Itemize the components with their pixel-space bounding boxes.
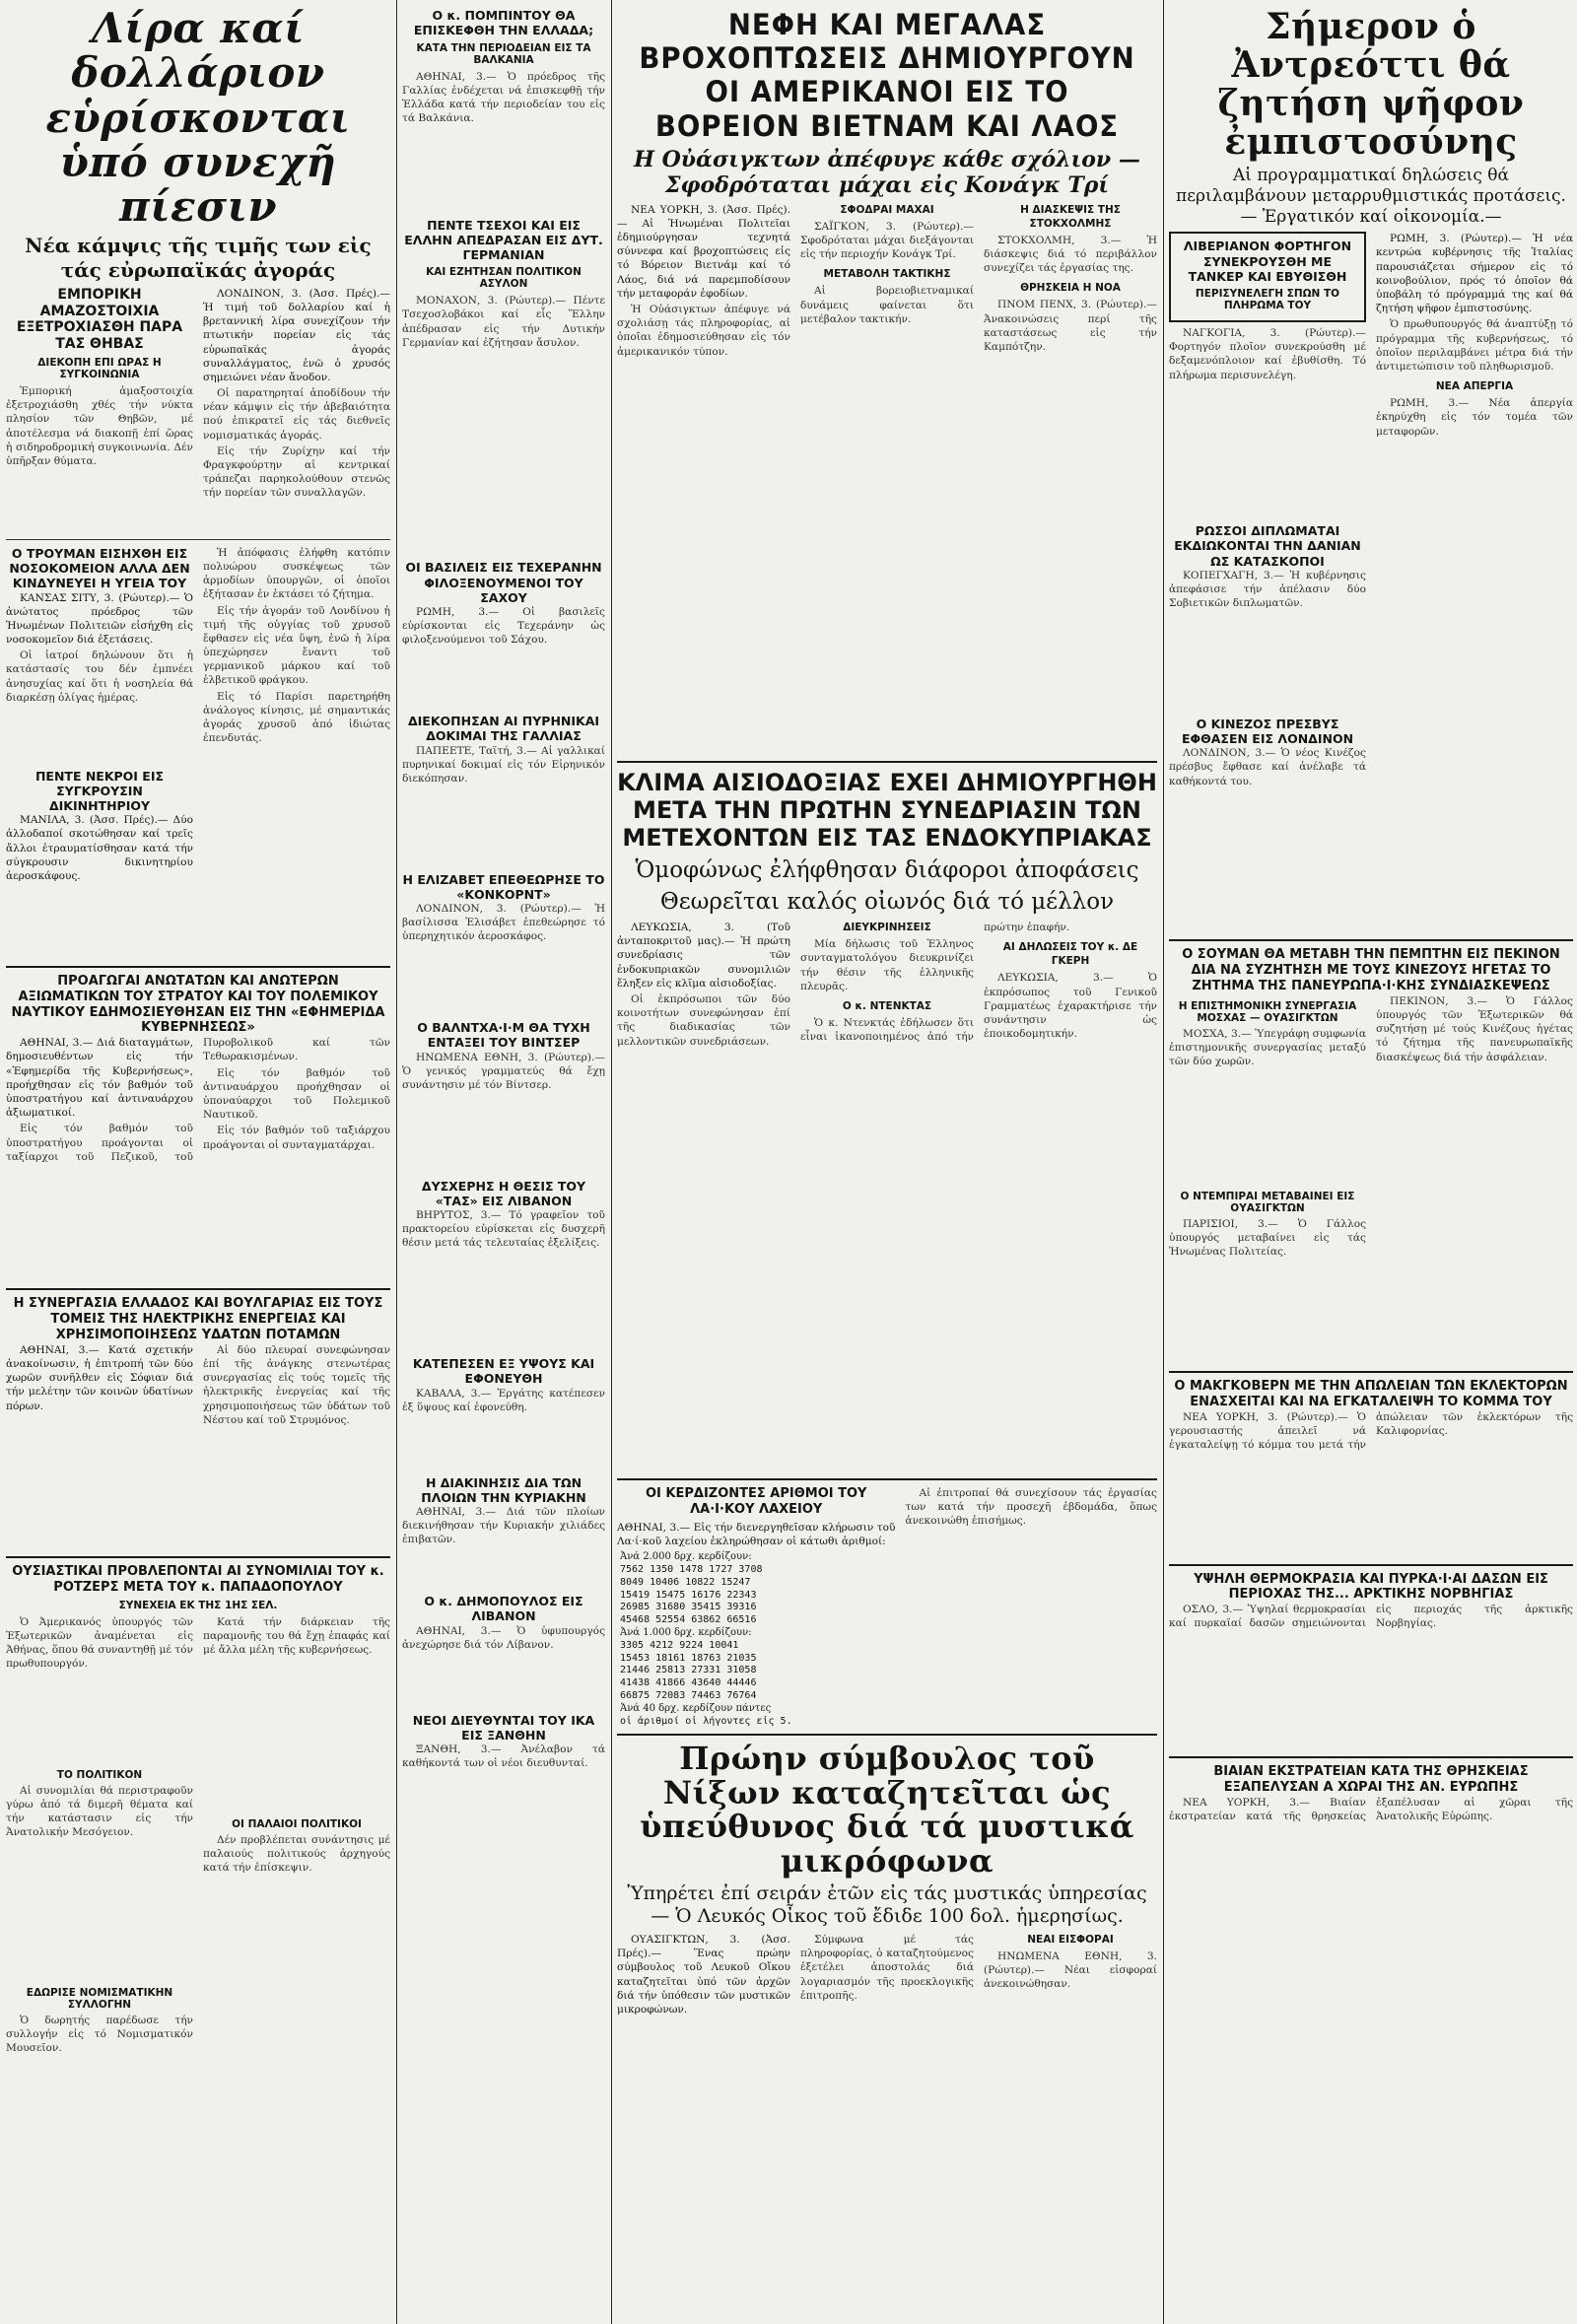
- lottery-numbers: 26985 31680 35415 39316: [620, 1602, 757, 1613]
- lottery-row-numbers: [617, 1716, 895, 1729]
- lottery-row-numbers: [617, 1602, 895, 1614]
- filler-text: Αἱ ἐπιτροπαί θά συνεχίσουν τάς ἐργασίας των κατά τήν προσεχῆ ἑβδομάδα, ὅπως ἀνεκοινώθη ἐπισήμως.: [905, 1487, 1157, 1528]
- filler-text: ΝΕΑ ΥΟΡΚΗ, 3. (Ρώυτερ).— Ὁ γερουσιαστής ἀπειλεῖ νά ἐγκαταλείψῃ τό κόμμα του μετά τήν ἀπώλειαν τῶν ἐκλεκτόρων τῆς Καλιφορνίας.: [1169, 1410, 1573, 1451]
- filler-text: ΚΟΠΕΓΧΑΓΗ, 3.— Ἡ κυβέρνησις ἀπεφάσισε τήν ἀπέλασιν δύο Σοβιετικῶν διπλωματῶν.: [1169, 569, 1366, 610]
- story-crash-dateline: ΜΑΝΙΛΑ, 3. (Ἀσσ. Πρές).— Δύο ἀλλοδαποί σκοτώθησαν καί τρεῖς ἄλλοι ἐτραυματίσθησαν κατά τήν σύγκρουσιν δικινητηρίου ἀεροσκάφους.: [6, 814, 193, 883]
- story-rogers-sub-collection: ΕΔΩΡΙΣΕ ΝΟΜΙΣΜΑΤΙΚΗΝ ΣΥΛΛΟΓΗΝ: [26, 1986, 173, 2011]
- story-train-kicker: ΔΙΕΚΟΠΗ ΕΠΙ ΩΡΑΣ Η ΣΥΓΚΟΙΝΩΝΙΑ: [37, 356, 162, 380]
- lead-andreotti-headline: Σήμερον ὁ Ἀντρεόττι θά ζητήση ψῆφον ἐμπιστοσύνης: [1217, 6, 1525, 163]
- lottery-row-numbers: [617, 1690, 895, 1703]
- story-schumann-headline: Ο ΣΟΥΜΑΝ ΘΑ ΜΕΤΑΒΗ ΤΗΝ ΠΕΜΠΤΗΝ ΕΙΣ ΠΕΚΙΝΟΝ ΔΙΑ ΝΑ ΣΥΖΗΤΗΣΗ ΜΕ ΤΟΥΣ ΚΙΝΕΖΟΥΣ ΗΓΕΤΑΣ ΤΟ ΖΗΤΗΜΑ ΤΗΣ ΠΑΝΕΥΡΩΠΑ·Ι·ΚΗΣ ΣΥΝΔΙΑΣΚΕΨΕΩΣ: [1182, 947, 1560, 993]
- nixon-headline: Πρώην σύμβουλος τοῦ Νίξων καταζητεῖται ὡς ὑπεύθυνος διά τά μυστικά μικρόφωνα: [640, 1740, 1134, 1880]
- story-promotions-dateline: ΑΘΗΝΑΙ, 3.— Διά διαταγμάτων, δημοσιευθέντων εἰς τήν «Ἐφημερίδα τῆς Κυβερνήσεως», προήχθησαν εἰς τόν βαθμόν τοῦ ὑποστρατήγου καί ἀντιναυάρχου ἀξιωματικοί.: [6, 1037, 193, 1120]
- story-tanker-headline: ΛΙΒΕΡΙΑΝΟΝ ΦΟΡΤΗΓΟΝ ΣΥΝΕΚΡΟΥΣΘΗ ΜΕ ΤΑΝΚΕΡ ΚΑΙ ΕΒΥΘΙΣΘΗ: [1183, 239, 1352, 284]
- story-tanker-kicker: ΠΕΡΙΣΥΝΕΛΕΓΗ ΣΠΩΝ ΤΟ ΠΛΗΡΩΜΑ ΤΟΥ: [1195, 288, 1340, 311]
- lottery-row-numbers: [617, 1653, 895, 1666]
- lottery-row-label: Ἀνά 2.000 δρχ. κερδίζουν:: [620, 1551, 752, 1563]
- lead-vietnam-sub-tactics: ΜΕΤΑΒΟΛΗ ΤΑΚΤΙΚΗΣ: [823, 268, 951, 281]
- lead-andreotti-dateline: ΡΩΜΗ, 3. (Ρώυτερ).— Ἡ νέα κεντρώα κυβέρνησις τῆς Ἰταλίας παρουσιάζεται σήμερον εἰς τό κοινοβούλιον, πρός τό ὁποῖον θά ὑποβάλη τό πρόγραμμά της καί θά ζητήση ψῆφον ἐμπιστοσύνης.: [1376, 233, 1573, 315]
- filler-text: ΜΟΣΧΑ, 3.— Ὑπεγράφη συμφωνία ἐπιστημονικῆς συνεργασίας μεταξύ τῶν δύο χωρῶν.: [1169, 1027, 1366, 1068]
- column-right: [1169, 0, 1573, 1963]
- filler-text: ΒΗΡΥΤΟΣ, 3.— Τό γραφεῖον τοῦ πρακτορείου εὑρίσκεται εἰς δυσχερῆ θέσιν μετά τάς τελευταίας ἐξελίξεις.: [402, 1209, 605, 1250]
- filler-text: ΝΑΓΚΟΓΙΑ, 3. (Ρώυτερ).— Φορτηγόν πλοῖον συνεκρούσθη μέ δεξαμενόπλοιον καί ἐβυθίσθη. Τό πλήρωμα περισυνελέγη.: [1169, 327, 1366, 381]
- cyprus-sub-degerhe: ΑΙ ΔΗΛΩΣΕΙΣ ΤΟΥ κ. ΔΕ ΓΚΕΡΗ: [1002, 941, 1138, 968]
- lottery-row: [617, 1703, 895, 1716]
- lottery-row-numbers: [617, 1677, 895, 1690]
- column-center: [617, 0, 1157, 2169]
- story-rogers-kicker: ΣΥΝΕΧΕΙΑ ΕΚ ΤΗΣ 1ΗΣ ΣΕΛ.: [118, 1599, 278, 1611]
- brief-kings-headline: ΟΙ ΒΑΣΙΛΕΙΣ ΕΙΣ ΤΕΧΕΡΑΝΗΝ ΦΙΛΟΞΕΝΟΥΜΕΝΟΙ ΤΟΥ ΣΑΧΟΥ: [405, 560, 602, 605]
- lottery-row-numbers: [617, 1640, 895, 1653]
- lead-vietnam-sub-stockholm: Η ΔΙΑΣΚΕΨΙΣ ΤΗΣ ΣΤΟΚΧΟΛΜΗΣ: [1020, 203, 1121, 230]
- filler-text: Δέν προβλέπεται συνάντησις μέ παλαιούς πολιτικούς ἀρχηγούς κατά τήν ἐπίσκεψιν.: [203, 1833, 390, 1874]
- lottery-numbers: 7562 1350 1478 1727 3708: [620, 1563, 763, 1575]
- column-rule: [396, 0, 397, 2324]
- brief-nuclear-headline: ΔΙΕΚΟΠΗΣΑΝ ΑΙ ΠΥΡΗΝΙΚΑΙ ΔΟΚΙΜΑΙ ΤΗΣ ΓΑΛΛΙΑΣ: [407, 714, 600, 744]
- filler-text: ΡΩΜΗ, 3.— Οἱ βασιλεῖς εὑρίσκονται εἰς Τεχεράνην ὡς φιλοξενούμενοι τοῦ Σάχου.: [402, 606, 605, 647]
- cyprus-sub-denktas: Ο κ. ΝΤΕΝΚΤΑΣ: [842, 999, 932, 1012]
- lottery-row: [617, 1551, 895, 1564]
- lead-vietnam-headline: ΝΕΦΗ ΚΑΙ ΜΕΓΑΛΑΣ ΒΡΟΧΟΠΤΩΣΕΙΣ ΔΗΜΙΟΥΡΓΟΥΝ ΟΙ ΑΜΕΡΙΚΑΝΟΙ ΕΙΣ ΤΟ ΒΟΡΕΙΟΝ ΒΙΕΤΝΑΜ ΚΑΙ ΛΑΟΣ: [639, 8, 1135, 143]
- story-religion-headline: ΒΙΑΙΑΝ ΕΚΣΤΡΑΤΕΙΑΝ ΚΑΤΑ ΤΗΣ ΘΡΗΣΚΕΙΑΣ ΕΞΑΠΕΛΥΣΑΝ Α ΧΩΡΑΙ ΤΗΣ ΑΝ. ΕΥΡΩΠΗΣ: [1213, 1764, 1529, 1796]
- lottery-row-numbers: [617, 1665, 895, 1677]
- nixon-deck: Ὑπηρέτει ἐπί σειράν ἐτῶν εἰς τάς μυστικάς ὑπηρεσίας — Ὁ Λευκός Οἶκος τοῦ ἔδιδε 100 δολ. ἡμερησίως.: [627, 1881, 1147, 1928]
- lead-headline-pound-dollar: Λίρα καί δολλάριον εὑρίσκονται ὑπό συνεχῆ πίεσιν: [45, 4, 351, 232]
- lead-andreotti-body: ΡΩΜΗ, 3. (Ρώυτερ).— Ἡ νέα κεντρώα κυβέρνησις τῆς Ἰταλίας παρουσιάζεται σήμερον εἰς τό κοινοβούλιον, πρός τό ὁποῖον θά ὑποβάλη τό πρόγραμμά της καί θά ζητήση ψῆφον ἐμπιστοσύνης. Ὁ πρωθυπουργός θά ἀναπτύξῃ τό πρόγραμμα τῆς κυβερνήσεως, τό ὁποῖον περιλαμβάνει μέτρα διά τήν ἀντιμετώπισιν τοῦ πληθωρισμοῦ. ΝΕΑ ΑΠΕΡΓΙΑ ΡΩΜΗ, 3.— Νέα ἀπεργία ἐκηρύχθη εἰς τόν τομέα τῶν μεταφορῶν.: [1376, 233, 1573, 438]
- column-rule: [611, 0, 612, 2324]
- filler-text: Ἐμπορική ἀμαξοστοιχία ἐξετροχιάσθη χθές τήν νύκτα πλησίον τῶν Θηβῶν, μέ ἀποτέλεσμα νά διακοπῇ ἐπί ὥρας ἡ σιδηροδρομική συγκοινωνία. Δέν ὑπῆρξαν θύματα.: [6, 384, 193, 467]
- lead-vietnam-sub-battles: ΣΦΟΔΡΑΙ ΜΑΧΑΙ: [840, 203, 934, 216]
- brief-ships-headline: Η ΔΙΑΚΙΝΗΣΙΣ ΔΙΑ ΤΩΝ ΠΛΟΙΩΝ ΤΗΝ ΚΥΡΙΑΚΗΝ: [421, 1474, 586, 1505]
- cyprus-headline: ΚΛΙΜΑ ΑΙΣΙΟΔΟΞΙΑΣ ΕΧΕΙ ΔΗΜΙΟΥΡΓΗΘΗ ΜΕΤΑ ΤΗΝ ΠΡΩΤΗΝ ΣΥΝΕΔΡΙΑΣΙΝ ΤΩΝ ΜΕΤΕΧΟΝΤΩΝ ΕΙΣ ΤΑΣ ΕΝΔΟΚΥΠΡΙΑΚΑΣ: [617, 768, 1157, 853]
- filler-text: Ἡ ἀπόφασις ἐλήφθη κατόπιν πολυώρου συσκέψεως τῶν ἁρμοδίων ὑπουργῶν, οἱ ὁποῖοι ἐξήτασαν ἐν ἐκτάσει τό ζήτημα. Εἰς τήν ἀγοράν τοῦ Λονδίνου ἡ τιμή τῆς οὐγγίας τοῦ χρυσοῦ ἔφθασεν εἰς νέα ὕψη, ἐνῶ ἡ λίρα ὑπεχώρησεν ἔναντι τοῦ γερμανικοῦ μάρκου καί τοῦ ἑλβετικοῦ φράγκου. Εἰς τό Παρίσι παρετηρήθη ἀνάλογος κίνησις, μέ σημαντικάς ἀγοράς χρυσοῦ ἀπό ἰδιώτας ἐπενδυτάς.: [203, 546, 390, 745]
- lottery-row-numbers: [617, 1577, 895, 1590]
- filler-text: ΠΕΚΙΝΟΝ, 3.— Ὁ Γάλλος ὑπουργός τῶν Ἐξωτερικῶν θά συζητήσῃ μέ τούς Κινέζους ἡγέτας τό ζήτημα τῆς πανευρωπαϊκῆς διασκέψεως διά τήν ἀσφάλειαν.: [1376, 994, 1573, 1063]
- story-train-headline: ΕΜΠΟΡΙΚΗ ΑΜΑΖΟΣΤΟΙΧΙΑ ΕΞΕΤΡΟΧΙΑΣΘΗ ΠΑΡΑ ΤΑΣ ΘΗΒΑΣ: [16, 286, 183, 353]
- story-schumann-sub-science: Η ΕΠΙΣΤΗΜΟΝΙΚΗ ΣΥΝΕΡΓΑΣΙΑ ΜΟΣΧΑΣ — ΟΥΑΣΙΓΚΤΩΝ: [1178, 999, 1357, 1024]
- lottery-numbers: 8049 10406 10822 15247: [620, 1576, 751, 1588]
- lead-deck: Νέα κάμψις τῆς τιμῆς των εἰς τάς εὐρωπαϊκάς ἀγοράς: [25, 233, 372, 282]
- filler-text: ΜΟΝΑΧΟΝ, 3. (Ρώυτερ).— Πέντε Τσεχοσλοβάκοι καί εἷς Ἕλλην ἀπέδρασαν εἰς τήν Δυτικήν Γερμανίαν καί ἐζήτησαν ἄσυλον.: [402, 295, 605, 349]
- nixon-sub-contributions: ΝΕΑΙ ΕΙΣΦΟΡΑΙ: [1027, 1934, 1114, 1947]
- lead-vietnam-deck: Η Οὐάσιγκτων ἀπέφυγε κάθε σχόλιον — Σφοδρόταται μάχαι εἰς Κονάγκ Τρί: [634, 146, 1140, 199]
- brief-czechs-headline: ΠΕΝΤΕ ΤΣΕΧΟΙ ΚΑΙ ΕΙΣ ΕΛΛΗΝ ΑΠΕΔΡΑΣΑΝ ΕΙΣ ΔΥΤ. ΓΕΡΜΑΝΙΑΝ: [404, 217, 603, 262]
- filler-text: ΝΕΑ ΥΟΡΚΗ, 3.— Βιαίαν ἐκστρατείαν κατά τῆς θρησκείας ἐξαπέλυσαν αἱ χῶραι τῆς Ἀνατολικῆς Εὐρώπης.: [1169, 1796, 1573, 1823]
- lead-dateline: ΛΟΝΔΙΝΟΝ, 3. (Ἀσσ. Πρές).— Ἡ τιμή τοῦ δολλαρίου καί ἡ βρεταννική λίρα συνεχίζουν τήν πτωτικήν πορείαν εἰς τάς εὐρωπαϊκάς ἀγοράς συναλλάγματος, ἐνῶ ὁ χρυσός σημειώνει νέαν ἄνοδον.: [203, 287, 390, 383]
- story-tanker: [1169, 232, 1366, 322]
- lottery-row-label: Ἀνά 40 δρχ. κερδίζουν πάντες: [620, 1702, 772, 1714]
- brief-czechs-kicker: ΚΑΙ ΕΖΗΤΗΣΑΝ ΠΟΛΙΤΙΚΟΝ ΑΣΥΛΟΝ: [426, 266, 582, 291]
- filler-text: ΠΑΠΕΕΤΕ, Ταϊτή, 3.— Αἱ γαλλικαί πυρηνικαί δοκιμαί εἰς τόν Εἰρηνικόν διεκόπησαν.: [402, 744, 605, 785]
- filler-text: Αἱ συνομιλίαι θά περιστραφοῦν γύρω ἀπό τά διμερῆ θέματα καί τήν κατάστασιν εἰς τήν Ἀνατολικήν Μεσόγειον.: [6, 1784, 193, 1839]
- lead-vietnam-body: ΝΕΑ ΥΟΡΚΗ, 3. (Ἀσσ. Πρές).— Αἱ Ἡνωμέναι Πολιτεῖαι ἐδημιούργησαν τεχνητά σύννεφα καί βροχοπτώσεις εἰς τό Βόρειον Βιετνάμ καί τό Λάος, διά νά παρεμποδίσουν τήν μεταφοράν ἐφοδίων. Ἡ Οὐάσιγκτων ἀπέφυγε νά σχολιάσῃ τάς πληροφορίας, αἱ ὁποῖαι ἐδημοσιεύθησαν εἰς τόν ἀμερικανικόν τύπον. ΣΦΟΔΡΑΙ ΜΑΧΑΙ ΣΑΪΓΚΟΝ, 3. (Ρώυτερ).— Σφοδρόταται μάχαι διεξάγονται εἰς τήν περιοχήν Κονάγκ Τρί. ΜΕΤΑΒΟΛΗ ΤΑΚΤΙΚΗΣ Αἱ βορειοβιετναμικαί δυνάμεις φαίνεται ὅτι μετέβαλον τακτικήν. Η ΔΙΑΣΚΕΨΙΣ ΤΗΣ ΣΤΟΚΧΟΛΜΗΣ ΣΤΟΚΧΟΛΜΗ, 3.— Ἡ διάσκεψις διά τό περιβάλλον συνεχίζει τάς ἐργασίας της. ΘΡΗΣΚΕΙΑ Η ΝΟΑ ΠΝΟΜ ΠΕΝΧ, 3. (Ρώυτερ).— Ἀνακοινώσεις περί τῆς καταστάσεως εἰς τήν Καμπότζην.: [617, 203, 1157, 358]
- lottery-row-numbers: [617, 1590, 895, 1603]
- story-rogers-headline: ΟΥΣΙΑΣΤΙΚΑΙ ΠΡΟΒΛΕΠΟΝΤΑΙ ΑΙ ΣΥΝΟΜΙΛΙΑΙ ΤΟΥ κ. ΡΟΤΖΕΡΣ ΜΕΤΑ ΤΟΥ κ. ΠΑΠΑΔΟΠΟΥΛΟΥ: [12, 1563, 384, 1595]
- story-promotions-headline: ΠΡΟΑΓΩΓΑΙ ΑΝΩΤΑΤΩΝ ΚΑΙ ΑΝΩΤΕΡΩΝ ΑΞΙΩΜΑΤΙΚΩΝ ΤΟΥ ΣΤΡΑΤΟΥ ΚΑΙ ΤΟΥ ΠΟΛΕΜΙΚΟΥ ΝΑΥΤΙΚΟΥ ΕΔΗΜΟΣΙΕΥΘΗΣΑΝ ΕΙΣ ΤΗΝ «ΕΦΗΜΕΡΙΔΑ ΚΥΒΕΡΝΗΣΕΩΣ»: [11, 973, 385, 1036]
- story-chinese-sub: ΝΕΑ ΑΠΕΡΓΙΑ: [1435, 380, 1514, 393]
- column-left: [6, 0, 390, 2152]
- brief-dimopoulos-headline: Ο κ. ΔΗΜΟΠΟΥΛΟΣ ΕΙΣ ΛΙΒΑΝΟΝ: [424, 1594, 583, 1624]
- lottery-row-label: Ἀνά 1.000 δρχ. κερδίζουν:: [620, 1626, 752, 1638]
- story-bulgaria-headline: Η ΣΥΝΕΡΓΑΣΙΑ ΕΛΛΑΔΟΣ ΚΑΙ ΒΟΥΛΓΑΡΙΑΣ ΕΙΣ ΤΟΥΣ ΤΟΜΕΙΣ ΤΗΣ ΗΛΕΚΤΡΙΚΗΣ ΕΝΕΡΓΕΙΑΣ ΚΑΙ ΧΡΗΣΙΜΟΠΟΙΗΣΕΩΣ ΥΔΑΤΩΝ ΠΟΤΑΜΩΝ: [13, 1296, 383, 1342]
- story-truman-headline: Ο ΤΡΟΥΜΑΝ ΕΙΣΗΧΘΗ ΕΙΣ ΝΟΣΟΚΟΜΕΙΟΝ ΑΛΛΑ ΔΕΝ ΚΙΝΔΥΝΕΥΕΙ Η ΥΓΕΙΑ ΤΟΥ: [9, 545, 190, 591]
- nixon-dateline: ΟΥΑΣΙΓΚΤΩΝ, 3. (Ἀσσ. Πρές).— Ἕνας πρώην σύμβουλος τοῦ Λευκοῦ Οἴκου καταζητεῖται ὑπό τῶν ἀρχῶν διά τήν ὑπόθεσιν τῶν μυστικῶν μικροφώνων.: [617, 1934, 790, 2016]
- lottery-row-numbers: [617, 1614, 895, 1627]
- lottery-numbers: 41438 41866 43640 44446: [620, 1677, 757, 1689]
- filler-text: ΛΟΝΔΙΝΟΝ, 3.— Ὁ νέος Κινέζος πρέσβυς ἔφθασε καί ἀνέλαβε τά καθήκοντά του.: [1169, 747, 1366, 787]
- filler-text: ΗΝΩΜΕΝΑ ΕΘΝΗ, 3. (Ρώυτερ).— Ὁ γενικός γραμματεύς θά ἔχῃ συνάντησιν μέ τόν Βίντσερ.: [402, 1051, 605, 1091]
- story-rogers-sub-political: ΤΟ ΠΟΛΙΤΙΚΟΝ: [56, 1768, 143, 1781]
- story-bulgaria-dateline: ΑΘΗΝΑΙ, 3.— Κατά σχετικήν ἀνακοίνωσιν, ἡ ἐπιτροπή τῶν δύο χωρῶν συνῆλθεν εἰς Σόφιαν διά τήν μελέτην τῶν κοινῶν ὑδατίνων πόρων.: [6, 1343, 193, 1412]
- story-truman-body: ΚΑΝΣΑΣ ΣΙΤΥ, 3. (Ρώυτερ).— Ὁ ἀνώτατος πρόεδρος τῶν Ἡνωμένων Πολιτειῶν εἰσήχθη εἰς νοσοκομεῖον διά ἐξετάσεις. Οἱ ἰατροί δηλώνουν ὅτι ἡ κατάστασίς του δέν ἐμπνέει ἀνησυχίας καί ὅτι ἡ νοσηλεία θά διαρκέσῃ ὀλίγας ἡμέρας.: [6, 591, 193, 704]
- brief-concorde-headline: Η ΕΛΙΖΑΒΕΤ ΕΠΕΘΕΩΡΗΣΕ ΤΟ «ΚΟΝΚΟΡΝΤ»: [402, 871, 605, 902]
- filler-text: Ὁ δωρητής παρέδωσε τήν συλλογήν εἰς τό Νομισματικόν Μουσεῖον.: [6, 2014, 193, 2054]
- filler-text: ΚΑΒΑΛΑ, 3.— Ἐργάτης κατέπεσεν ἐξ ὕψους καί ἐφονεύθη.: [402, 1387, 605, 1413]
- lead-vietnam-sub-religion: ΘΡΗΣΚΕΙΑ Η ΝΟΑ: [1020, 282, 1121, 295]
- story-schumann-sub-debre: Ο ΝΤΕΜΠΙΡΑΙ ΜΕΤΑΒΑΙΝΕΙ ΕΙΣ ΟΥΑΣΙΓΚΤΩΝ: [1180, 1190, 1355, 1214]
- brief-fall-headline: ΚΑΤΕΠΕΣΕΝ ΕΞ ΥΨΟΥΣ ΚΑΙ ΕΦΟΝΕΥΘΗ: [412, 1356, 595, 1387]
- story-crash-headline: ΠΕΝΤΕ ΝΕΚΡΟΙ ΕΙΣ ΣΥΓΚΡΟΥΣΙΝ ΔΙΚΙΝΗΤΗΡΙΟΥ: [34, 768, 165, 814]
- lottery-row-numbers: [617, 1564, 895, 1577]
- lottery-numbers: 15453 18161 18763 21035: [620, 1652, 757, 1664]
- column-briefs: [402, 0, 605, 1821]
- story-promotions-body: ΑΘΗΝΑΙ, 3.— Διά διαταγμάτων, δημοσιευθέντων εἰς τήν «Ἐφημερίδα τῆς Κυβερνήσεως», προήχθησαν εἰς τόν βαθμόν τοῦ ὑποστρατήγου καί ἀντιναυάρχου ἀξιωματικοί. Εἰς τόν βαθμόν τοῦ ὑποστρατήγου προάγονται οἱ ταξίαρχοι τοῦ Πεζικοῦ, τοῦ Πυροβολικοῦ καί τῶν Τεθωρακισμένων. Εἰς τόν βαθμόν τοῦ ἀντιναυάρχου προήχθησαν οἱ ὑποναύαρχοι τοῦ Πολεμικοῦ Ναυτικοῦ. Εἰς τόν βαθμόν τοῦ ταξιάρχου προάγονται οἱ συνταγματάρχαι.: [6, 1037, 390, 1163]
- filler-text: ΞΑΝΘΗ, 3.— Ἀνέλαβον τά καθήκοντά των οἱ νέοι διευθυνταί.: [402, 1743, 605, 1770]
- lottery-numbers: 66875 72083 74463 76764: [620, 1689, 757, 1701]
- lottery-numbers: 15419 15475 16176 22343: [620, 1589, 757, 1601]
- column-rule: [1163, 0, 1164, 2324]
- story-bulgaria-body: ΑΘΗΝΑΙ, 3.— Κατά σχετικήν ἀνακοίνωσιν, ἡ ἐπιτροπή τῶν δύο χωρῶν συνῆλθεν εἰς Σόφιαν διά τήν μελέτην τῶν κοινῶν ὑδατίνων πόρων. Αἱ δύο πλευραί συνεφώνησαν ἐπί τῆς ἀνάγκης στενωτέρας συνεργασίας εἰς τούς τομεῖς τῆς ἠλεκτρικῆς ἐνεργείας καί τῆς χρησιμοποιήσεως τῶν ὑδάτων τοῦ Νέστου καί τοῦ Στρυμόνος.: [6, 1343, 390, 1426]
- lottery-headline: ΟΙ ΚΕΡΔΙΖΟΝΤΕΣ ΑΡΙΘΜΟΙ ΤΟΥ ΛΑ·Ι·ΚΟΥ ΛΑΧΕΙΟΥ: [645, 1486, 867, 1517]
- lottery-row: [617, 1627, 895, 1640]
- filler-text: ΠΑΡΙΣΙΟΙ, 3.— Ὁ Γάλλος ὑπουργός μεταβαίνει εἰς τάς Ἡνωμένας Πολιτείας.: [1169, 1217, 1366, 1259]
- brief-tass-headline: ΔΥΣΧΕΡΗΣ Η ΘΕΣΙΣ ΤΟΥ «ΤΑΣ» ΕΙΣ ΛΙΒΑΝΟΝ: [421, 1178, 586, 1208]
- brief-pompidou-kicker: ΚΑΤΑ ΤΗΝ ΠΕΡΙΟΔΕΙΑΝ ΕΙΣ ΤΑ ΒΑΛΚΑΝΙΑ: [416, 41, 591, 66]
- filler-text: ΟΣΛΟ, 3.— Ὑψηλαί θερμοκρασίαι καί πυρκαϊαί δασῶν σημειώνονται εἰς περιοχάς τῆς ἀρκτικῆς Νορβηγίας.: [1169, 1604, 1573, 1630]
- filler-text: ΑΘΗΝΑΙ, 3.— Διά τῶν πλοίων διεκινήθησαν τήν Κυριακήν χιλιάδες ἐπιβατῶν.: [402, 1506, 605, 1546]
- brief-pompidou-headline: Ο κ. ΠΟΜΠΙΝΤΟΥ ΘΑ ΕΠΙΣΚΕΦΘΗ ΤΗΝ ΕΛΛΑΔΑ;: [413, 8, 594, 38]
- story-chinese-headline: Ο ΚΙΝΕΖΟΣ ΠΡΕΣΒΥΣ ΕΦΘΑΣΕΝ ΕΙΣ ΛΟΝΔΙΝΟΝ: [1181, 716, 1354, 746]
- lottery-intro: ΑΘΗΝΑΙ, 3.— Εἰς τήν διενεργηθεῖσαν κλήρωσιν τοῦ Λα·ί·κοῦ λαχείου ἐκληρώθησαν οἱ κάτωθι ἀριθμοί:: [617, 1521, 896, 1547]
- filler-text: ΑΘΗΝΑΙ, 3.— Ὁ πρόεδρος τῆς Γαλλίας ἐνδέχεται νά ἐπισκεφθῇ τήν Ἑλλάδα κατά τήν περιοδείαν του εἰς τά Βαλκάνια.: [402, 70, 605, 125]
- brief-ika-headline: ΝΕΟΙ ΔΙΕΥΘΥΝΤΑΙ ΤΟΥ ΙΚΑ ΕΙΣ ΞΑΝΘΗΝ: [412, 1712, 595, 1743]
- story-truman-dateline: ΚΑΝΣΑΣ ΣΙΤΥ, 3. (Ρώυτερ).— Ὁ ἀνώτατος πρόεδρος τῶν Ἡνωμένων Πολιτειῶν εἰσήχθη εἰς νοσοκομεῖον διά ἐξετάσεις.: [6, 591, 193, 647]
- lead-andreotti-deck: Αἱ προγραμματικαί δηλώσεις θά περιλαμβάνουν μεταρρυθμιστικάς προτάσεις.— Ἐργατικόν καί οἰκονομία.—: [1176, 165, 1566, 227]
- cyprus-body: ΛΕΥΚΩΣΙΑ, 3. (Τοῦ ἀνταποκριτοῦ μας).— Ἡ πρώτη συνεδρίασις τῶν ἐνδοκυπριακῶν συνομιλιῶν ἔληξεν εἰς κλῖμα αἰσιοδοξίας. Οἱ ἐκπρόσωποι τῶν δύο κοινοτήτων συνεφώνησαν ἐπί τῆς διαδικασίας τῶν μελλοντικῶν συνεδριάσεων. ΔΙΕΥΚΡΙΝΗΣΕΙΣ Μία δήλωσις τοῦ Ἑλληνος συνταγματολόγου διευκρινίζει τήν θέσιν τῆς ἑλληνικῆς πλευρᾶς. Ο κ. ΝΤΕΝΚΤΑΣ Ὁ κ. Ντενκτάς ἐδήλωσεν ὅτι εἶναι ἱκανοποιημένος ἀπό τήν πρώτην ἐπαφήν. ΑΙ ΔΗΛΩΣΕΙΣ ΤΟΥ κ. ΔΕ ΓΚΕΡΗ ΛΕΥΚΩΣΙΑ, 3.— Ὁ ἐκπρόσωπος τοῦ Γενικοῦ Γραμματέως ἐχαρακτήρισε τήν συνάντησιν ὡς ἐποικοδομητικήν.: [617, 922, 1157, 1048]
- lead-body: ΛΟΝΔΙΝΟΝ, 3. (Ἀσσ. Πρές).— Ἡ τιμή τοῦ δολλαρίου καί ἡ βρεταννική λίρα συνεχίζουν τήν πτωτικήν πορείαν εἰς τάς εὐρωπαϊκάς ἀγοράς συναλλάγματος, ἐνῶ ὁ χρυσός σημειώνει νέαν ἄνοδον. Οἱ παρατηρηταί ἀποδίδουν τήν νέαν κάμψιν εἰς τήν ἀβεβαιότητα πού ἐπικρατεῖ εἰς τάς διεθνεῖς νομισματικάς ἀγοράς. Εἰς τήν Ζυρίχην καί τήν Φραγκφούρτην αἱ κεντρικαί τράπεζαι παρηκολούθουν στενῶς τήν πορείαν τῶν συναλλαγῶν.: [203, 287, 390, 500]
- filler-text: ΑΘΗΝΑΙ, 3.— Ὁ ὑφυπουργός ἀνεχώρησε διά τόν Λίβανον.: [402, 1624, 605, 1651]
- brief-waldheim-headline: Ο ΒΑΛΝΤΧΑ·Ι·Μ ΘΑ ΤΥΧΗ ΕΝΤΑΞΕΙ ΤΟΥ ΒΙΝΤΣΕΡ: [417, 1020, 590, 1051]
- lead-vietnam-dateline: ΝΕΑ ΥΟΡΚΗ, 3. (Ἀσσ. Πρές).— Αἱ Ἡνωμέναι Πολιτεῖαι ἐδημιούργησαν τεχνητά σύννεφα καί βροχοπτώσεις εἰς τό Βόρειον Βιετνάμ καί τό Λάος, διά νά παρεμποδίσουν τήν μεταφοράν ἐφοδίων.: [617, 203, 790, 300]
- nixon-body: ΟΥΑΣΙΓΚΤΩΝ, 3. (Ἀσσ. Πρές).— Ἕνας πρώην σύμβουλος τοῦ Λευκοῦ Οἴκου καταζητεῖται ὑπό τῶν ἀρχῶν διά τήν ὑπόθεσιν τῶν μυστικῶν μικροφώνων. Σύμφωνα μέ τάς πληροφορίας, ὁ καταζητούμενος ἐξετέλει ἀποστολάς διά λογαριασμόν τῆς προεκλογικῆς ἐπιτροπῆς. ΝΕΑΙ ΕΙΣΦΟΡΑΙ ΗΝΩΜΕΝΑ ΕΘΝΗ, 3. (Ρώυτερ).— Νέαι εἰσφοραί ἀνεκοινώθησαν.: [617, 1934, 1157, 2016]
- lottery-numbers: οἱ ἀριθμοί οἱ λήγοντες εἰς 5.: [620, 1715, 792, 1727]
- lottery-table: [617, 1551, 895, 1728]
- lottery-numbers: 3305 4212 9224 10041: [620, 1639, 739, 1651]
- lottery-numbers: 21446 25813 27331 31058: [620, 1665, 757, 1676]
- story-heat-headline: ΥΨΗΛΗ ΘΕΡΜΟΚΡΑΣΙΑ ΚΑΙ ΠΥΡΚΑ·Ι·ΑΙ ΔΑΣΩΝ ΕΙΣ ΠΕΡΙΟΧΑΣ ΤΗΣ... ΑΡΚΤΙΚΗΣ ΝΟΡΒΗΓΙΑΣ: [1194, 1571, 1548, 1603]
- story-rogers-sub-old-politicians: ΟΙ ΠΑΛΑΙΟΙ ΠΟΛΙΤΙΚΟΙ: [232, 1817, 362, 1830]
- cyprus-sub-clarifications: ΔΙΕΥΚΡΙΝΗΣΕΙΣ: [843, 922, 931, 934]
- cyprus-deck-1: Ὁμοφώνως ἐλήφθησαν διάφοροι ἀποφάσεις: [635, 856, 1139, 883]
- filler-text: ΛΟΝΔΙΝΟΝ, 3. (Ρώυτερ).— Ἡ βασίλισσα Ἐλισάβετ ἐπεθεώρησε τό ὑπερηχητικόν ἀεροσκάφος.: [402, 903, 605, 943]
- lottery-numbers: 45468 52554 63862 66516: [620, 1614, 757, 1626]
- story-crash-body: [6, 813, 193, 951]
- cyprus-deck-2: Θεωρεῖται καλός οἰωνός διά τό μέλλον: [659, 889, 1115, 916]
- story-russians-headline: ΡΩΣΣΟΙ ΔΙΠΛΩΜΑΤΑΙ ΕΚΔΙΩΚΟΝΤΑΙ ΤΗΝ ΔΑΝΙΑΝ ΩΣ ΚΑΤΑΣΚΟΠΟΙ: [1174, 523, 1361, 569]
- filler-text: Κατά τήν διάρκειαν τῆς παραμονῆς του θά ἔχῃ ἐπαφάς καί μέ ἄλλα μέλη τῆς κυβερνήσεως.: [203, 1615, 390, 1656]
- filler-text: Ὁ Ἀμερικανός ὑπουργός τῶν Ἐξωτερικῶν ἀναμένεται εἰς Ἀθήνας, ὅπου θά συναντηθῇ μέ τόν πρωθυπουργόν.: [6, 1615, 193, 1671]
- story-mcgovern-headline: Ο ΜΑΚΓΚΟΒΕΡΝ ΜΕ ΤΗΝ ΑΠΩΛΕΙΑΝ ΤΩΝ ΕΚΛΕΚΤΟΡΩΝ ΕΝΑΣΧΕΙΤΑΙ ΚΑΙ ΝΑ ΕΓΚΑΤΑΛΕΙΨΗ ΤΟ ΚΟΜΜΑ ΤΟΥ: [1174, 1378, 1568, 1409]
- cyprus-dateline: ΛΕΥΚΩΣΙΑ, 3. (Τοῦ ἀνταποκριτοῦ μας).— Ἡ πρώτη συνεδρίασις τῶν ἐνδοκυπριακῶν συνομιλιῶν ἔληξεν εἰς κλῖμα αἰσιοδοξίας.: [617, 922, 790, 990]
